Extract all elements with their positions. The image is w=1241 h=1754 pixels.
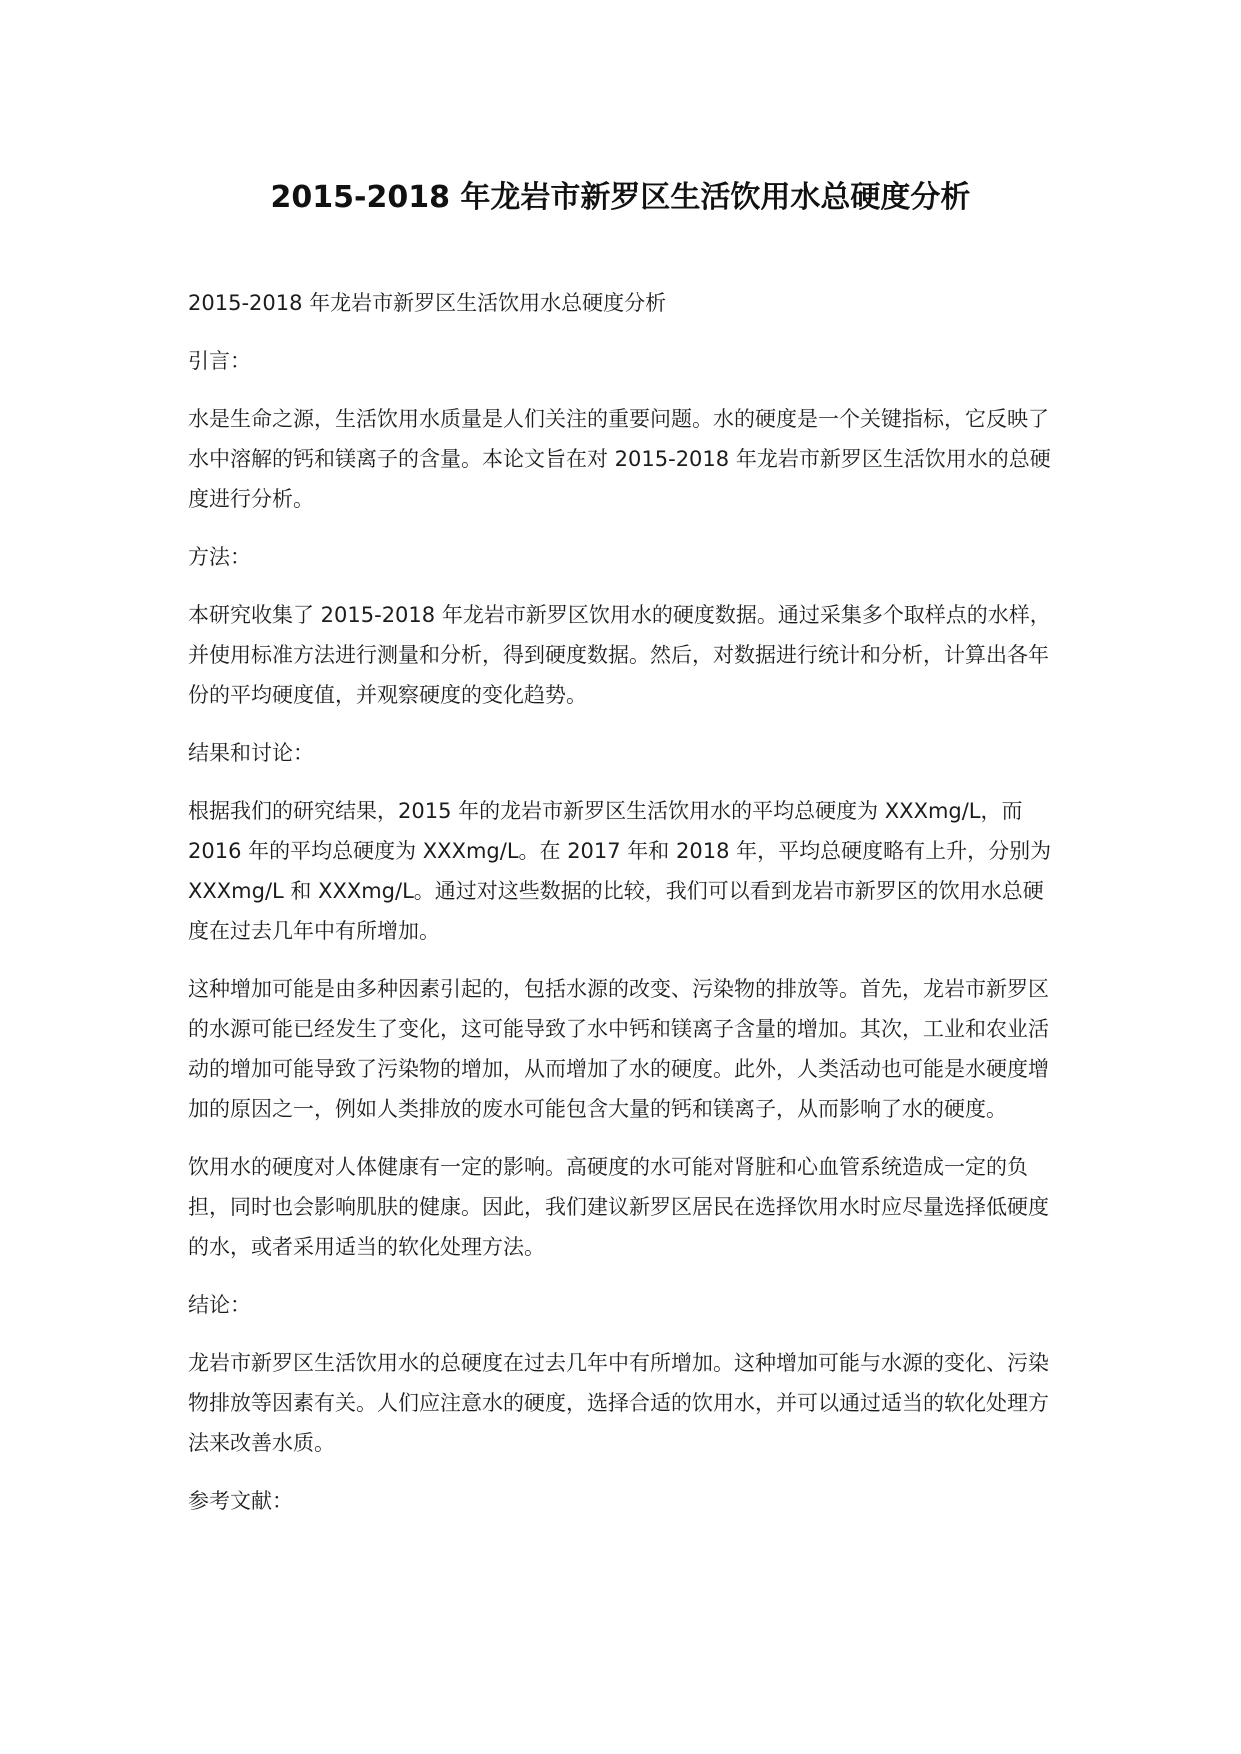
method-heading: 方法： — [188, 545, 251, 569]
conclusion-heading: 结论： — [188, 1293, 251, 1317]
conclusion-paragraph: 龙岩市新罗区生活饮用水的总硬度在过去几年中有所增加。这种增加可能与水源的变化、污染物排放等因素有关。人们应注意水的硬度，选择合适的饮用水，并可以通过适当的软化处理方法来改善水质。 — [188, 1351, 1049, 1455]
document-subtitle: 2015-2018 年龙岩市新罗区生活饮用水总硬度分析 — [188, 291, 667, 315]
results-paragraph-1: 根据我们的研究结果，2015 年的龙岩市新罗区生活饮用水的平均总硬度为 XXXmg/L，而 2016 年的平均总硬度为 XXXmg/L。在 2017 年和 2018 年，平均总硬度略有上升，分别为 XXXmg/L 和 XXXmg/L。通过对这些数据的比较，我们可以看到龙岩市新罗区的饮用水总硬度在过去几年中有所增加。 — [188, 799, 1052, 943]
document-title: 2015-2018 年龙岩市新罗区生活饮用水总硬度分析 — [270, 180, 971, 215]
results-paragraph-2: 这种增加可能是由多种因素引起的，包括水源的改变、污染物的排放等。首先，龙岩市新罗区的水源可能已经发生了变化，这可能导致了水中钙和镁离子含量的增加。其次，工业和农业活动的增加可能导致了污染物的增加，从而增加了水的硬度。此外，人类活动也可能是水硬度增加的原因之一，例如人类排放的废水可能包含大量的钙和镁离子，从而影响了水的硬度。 — [188, 977, 1049, 1121]
results-paragraph-3: 饮用水的硬度对人体健康有一定的影响。高硬度的水可能对肾脏和心血管系统造成一定的负担，同时也会影响肌肤的健康。因此，我们建议新罗区居民在选择饮用水时应尽量选择低硬度的水，或者采用适当的软化处理方法。 — [188, 1155, 1049, 1259]
results-heading: 结果和讨论： — [188, 741, 314, 765]
document-body — [188, 283, 1058, 1521]
references-heading: 参考文献： — [188, 1489, 293, 1513]
intro-paragraph: 水是生命之源，生活饮用水质量是人们关注的重要问题。水的硬度是一个关键指标，它反映了水中溶解的钙和镁离子的含量。本论文旨在对 2015-2018 年龙岩市新罗区生活饮用水的总硬度进行分析。 — [188, 407, 1051, 511]
method-paragraph: 本研究收集了 2015-2018 年龙岩市新罗区饮用水的硬度数据。通过采集多个取样点的水样，并使用标准方法进行测量和分析，得到硬度数据。然后，对数据进行统计和分析，计算出各年份的平均硬度值，并观察硬度的变化趋势。 — [188, 603, 1051, 707]
intro-heading: 引言： — [188, 349, 251, 373]
